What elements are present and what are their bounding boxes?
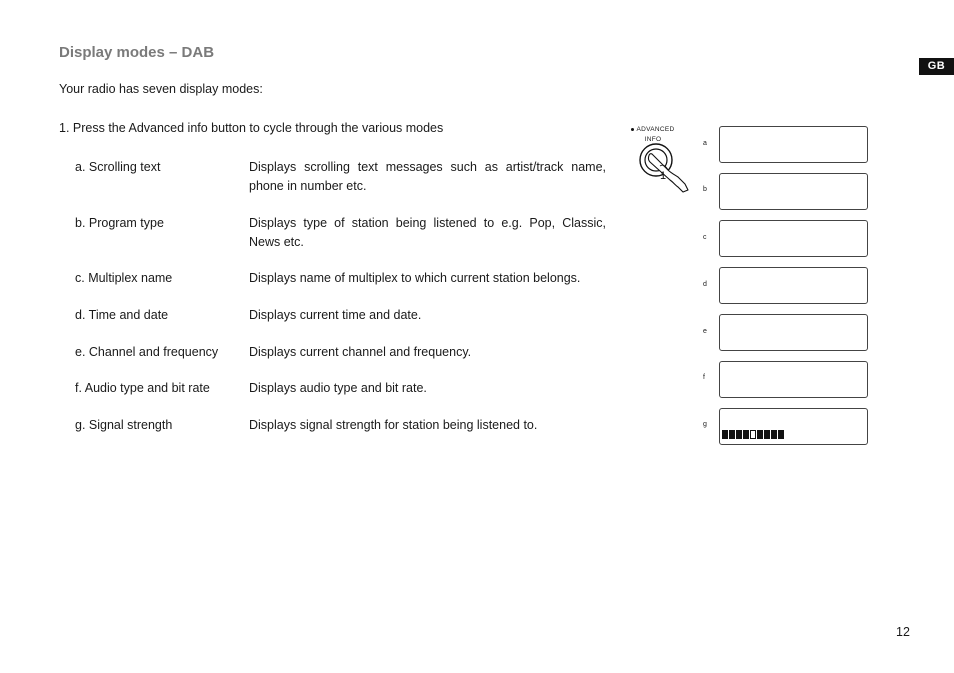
intro-text: Your radio has seven display modes:: [59, 82, 263, 96]
signal-segment: [743, 430, 749, 439]
mode-label: f. Audio type and bit rate: [75, 381, 210, 395]
mode-label: a. Scrolling text: [75, 160, 161, 174]
mode-label: b. Program type: [75, 216, 164, 230]
screen-letter-d: d: [703, 281, 707, 288]
page-number: 12: [896, 625, 910, 639]
mode-label: e. Channel and frequency: [75, 345, 219, 359]
lcd-screen-d: [719, 267, 868, 304]
mode-label: g. Signal strength: [75, 418, 173, 432]
lcd-screen-g: [719, 408, 868, 445]
button-caption-line1: ADVANCED: [636, 126, 675, 133]
mode-description: Displays type of station being listened to e.g. Pop, Classic, News etc.: [249, 216, 606, 249]
mode-description: Displays current time and date.: [249, 308, 422, 322]
step-instruction: 1. Press the Advanced info button to cycle through the various modes: [59, 121, 444, 135]
lcd-screen-e: [719, 314, 868, 351]
signal-segment: [771, 430, 777, 439]
screen-letter-b: b: [703, 186, 707, 193]
press-count: 1: [660, 170, 667, 182]
signal-segment: [750, 430, 756, 439]
mode-label: d. Time and date: [75, 308, 169, 322]
signal-segment: [778, 430, 784, 439]
signal-segment: [757, 430, 763, 439]
lcd-screen-b: [719, 173, 868, 210]
signal-segment: [736, 430, 742, 439]
advanced-info-button-illustration: [628, 124, 700, 196]
mode-description: Displays name of multiplex to which current station belongs.: [249, 271, 581, 285]
screen-letter-f: f: [703, 374, 705, 381]
screen-letter-g: g: [703, 421, 707, 428]
signal-segment: [722, 430, 728, 439]
finger-press-icon: [638, 142, 696, 196]
lcd-screen-c: [719, 220, 868, 257]
mode-label: c. Multiplex name: [75, 271, 173, 285]
dot-icon: [631, 128, 634, 131]
screen-letter-a: a: [703, 140, 707, 147]
signal-segment: [764, 430, 770, 439]
signal-strength-bar: [722, 430, 784, 439]
screen-letter-c: c: [703, 234, 707, 241]
screen-letter-e: e: [703, 328, 707, 335]
mode-description: Displays signal strength for station being listened to.: [249, 418, 538, 432]
signal-segment: [729, 430, 735, 439]
page-title: Display modes – DAB: [59, 44, 215, 61]
button-caption-line2: INFO: [644, 136, 662, 143]
mode-description: Displays current channel and frequency.: [249, 345, 472, 359]
mode-description: Displays scrolling text messages such as artist/track name, phone in number etc.: [249, 160, 606, 193]
lcd-screen-f: [719, 361, 868, 398]
language-badge: GB: [919, 58, 954, 75]
lcd-screen-a: [719, 126, 868, 163]
mode-description: Displays audio type and bit rate.: [249, 381, 427, 395]
